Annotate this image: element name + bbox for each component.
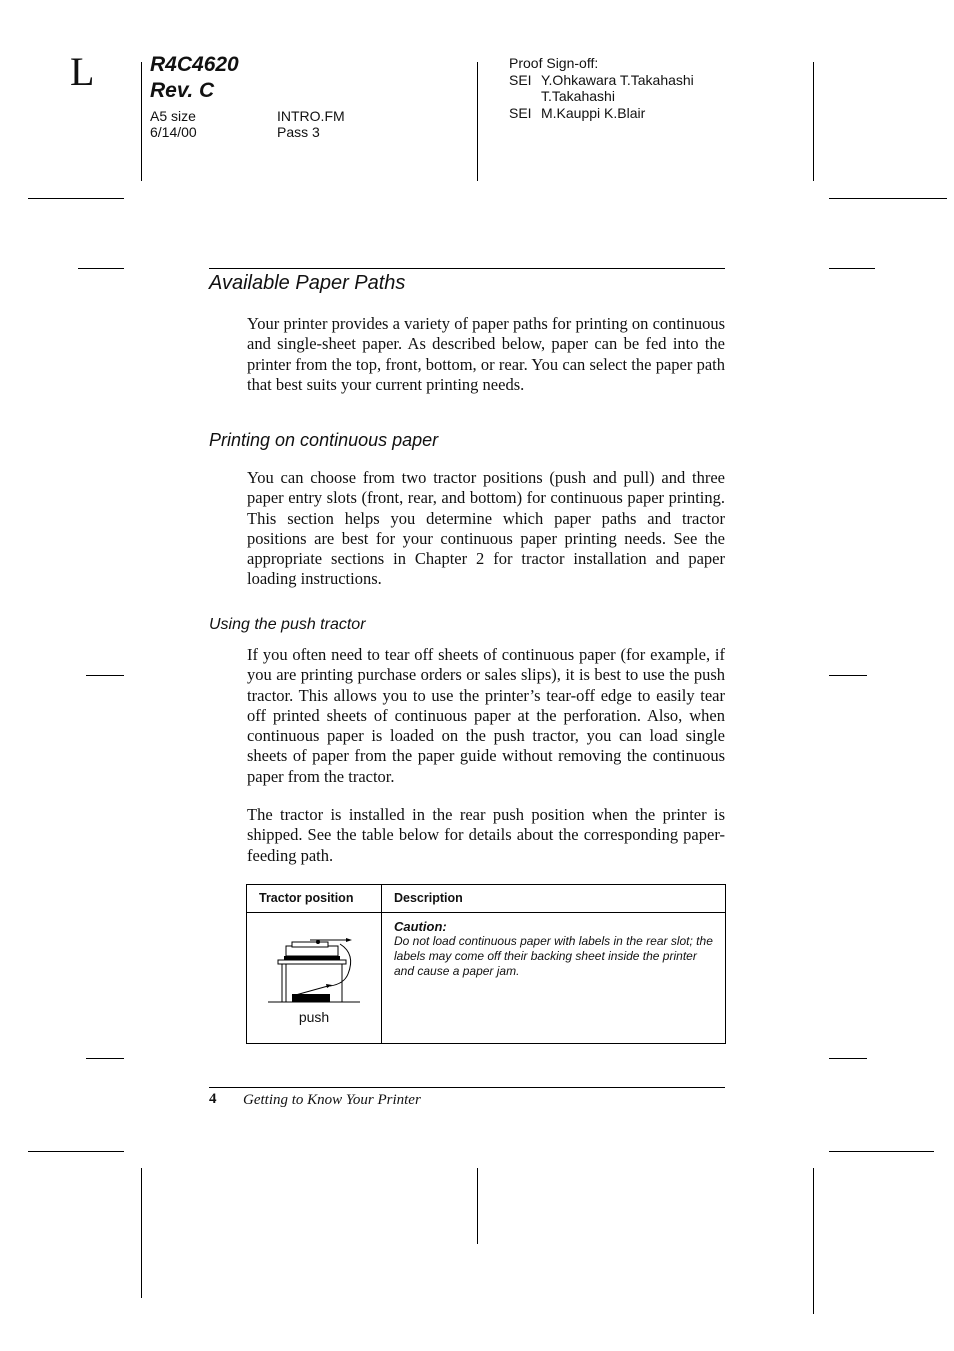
model-number: R4C4620 <box>150 53 239 76</box>
push-label: push <box>298 1009 330 1025</box>
tractor-cell <box>247 913 382 1044</box>
crop-mark <box>813 1168 814 1314</box>
page-number: 4 <box>209 1091 217 1107</box>
continuous-paragraph: You can choose from two tractor positions (push and pull) and three paper entry slots (front, rear, and bottom) for continuous paper printing. This section helps you determine which paper paths and tractor positions are best for your continuous paper printing needs. See the appropriate sections in Chapter 2 for tractor installation and paper loading instructions. <box>247 468 725 589</box>
crop-mark <box>141 1168 142 1298</box>
proof-names-1-cont: T.Takahashi <box>541 88 615 104</box>
table-row <box>247 913 726 1044</box>
crop-mark <box>829 198 947 199</box>
crop-mark <box>477 62 478 181</box>
section-title: Available Paper Paths <box>209 272 406 294</box>
caution-text: Do not load continuous paper with labels in the rear slot; the labels may come off their backing sheet inside the printer and cause a paper jam. <box>394 934 713 978</box>
revision: Rev. C <box>150 79 215 102</box>
crop-mark <box>86 675 124 676</box>
tractor-table <box>246 884 726 1044</box>
push-paragraph-2: The tractor is installed in the rear push position when the printer is shipped. See the table below for details about the corresponding paper-feeding path. <box>247 805 725 865</box>
crop-mark <box>86 1058 124 1059</box>
proof-label: Proof Sign-off: <box>509 55 599 71</box>
running-footer: Getting to Know Your Printer <box>243 1092 421 1108</box>
crop-mark <box>829 1151 934 1152</box>
proof-org-2: SEI <box>509 105 532 121</box>
crop-mark <box>829 675 867 676</box>
proof-org-1: SEI <box>509 72 532 88</box>
description-cell <box>382 913 726 1044</box>
footer-rule <box>209 1087 725 1088</box>
push-paragraph-1: If you often need to tear off sheets of continuous paper (for example, if you are printing purchase orders or sales slips), it is best to use the push tractor. This allows you to use the printer’s tear-off edge to easily tear off printed sheets of continuous paper at the perforation. Also, when continuous paper is loaded on the push tractor, you can load single sheets of paper from the paper guide without removing the continuous paper from the tractor. <box>247 645 725 786</box>
model-title <box>150 52 239 104</box>
section-rule <box>209 268 725 269</box>
crop-mark <box>141 62 142 181</box>
crop-mark <box>78 268 124 269</box>
crop-mark <box>813 62 814 181</box>
push-tractor-illustration <box>248 914 380 1014</box>
doc-date: 6/14/00 <box>150 124 197 140</box>
crop-mark <box>28 198 124 199</box>
push-tractor-title: Using the push tractor <box>209 616 366 633</box>
col-tractor-position: Tractor position <box>247 885 382 913</box>
crop-mark <box>28 1151 124 1152</box>
page-side-letter: L <box>70 49 95 94</box>
crop-mark <box>829 268 875 269</box>
file-name: INTRO.FM <box>277 108 345 124</box>
table-header-row <box>247 885 726 913</box>
caution-title: Caution: <box>394 919 447 934</box>
paper-size: A5 size <box>150 108 196 124</box>
subsection-title: Printing on continuous paper <box>209 430 439 450</box>
proof-names-1: Y.Ohkawara T.Takahashi <box>541 72 694 88</box>
proof-names-2: M.Kauppi K.Blair <box>541 105 646 121</box>
intro-paragraph: Your printer provides a variety of paper paths for printing on continuous and single-sheet paper. As described below, paper can be fed into the printer from the top, front, bottom, or rear. You can select the paper path that best suits your current printing needs. <box>247 314 725 394</box>
col-description: Description <box>382 885 726 913</box>
crop-mark <box>829 1058 867 1059</box>
crop-mark <box>477 1168 478 1244</box>
pass-number: Pass 3 <box>277 124 320 140</box>
